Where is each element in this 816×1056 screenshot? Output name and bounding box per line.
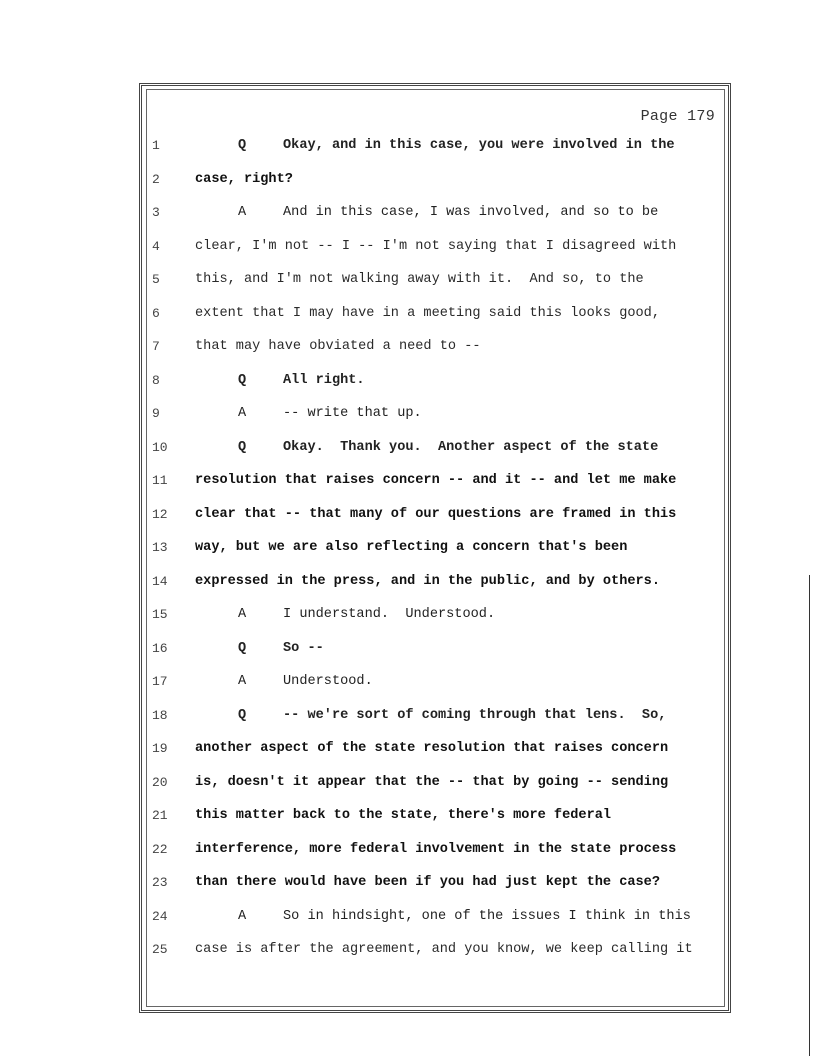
line-text: Okay. Thank you. Another aspect of the state bbox=[283, 439, 659, 455]
transcript-line bbox=[0, 672, 816, 692]
transcript-line bbox=[0, 304, 816, 324]
line-text: So -- bbox=[283, 640, 324, 656]
speaker-label: A bbox=[238, 908, 247, 924]
line-text: clear that -- that many of our questions are framed in this bbox=[195, 506, 677, 522]
line-number: 8 bbox=[152, 372, 160, 388]
line-text: -- we're sort of coming through that lens. So, bbox=[283, 707, 667, 723]
speaker-label: Q bbox=[238, 138, 247, 153]
line-number: 10 bbox=[152, 439, 168, 455]
line-number: 5 bbox=[152, 272, 160, 287]
transcript-line bbox=[0, 270, 816, 290]
transcript-line bbox=[0, 940, 816, 960]
line-text: this, and I'm not walking away with it. And so, to the bbox=[195, 272, 644, 287]
line-number: 1 bbox=[152, 138, 160, 153]
line-text: another aspect of the state resolution that raises concern bbox=[195, 741, 669, 756]
line-number: 6 bbox=[152, 305, 160, 321]
line-text: All right. bbox=[283, 372, 365, 388]
line-number: 15 bbox=[152, 607, 168, 622]
line-text: -- write that up. bbox=[283, 406, 422, 421]
transcript-line bbox=[0, 873, 816, 893]
line-text: than there would have been if you had just kept the case? bbox=[195, 875, 660, 890]
transcript-line bbox=[0, 605, 816, 625]
transcript-line bbox=[0, 639, 816, 659]
line-text: Understood. bbox=[283, 674, 373, 689]
line-text: case, right? bbox=[195, 171, 293, 187]
line-number: 14 bbox=[152, 573, 168, 589]
line-text: this matter back to the state, there's more federal bbox=[195, 808, 612, 823]
line-text: extent that I may have in a meeting said this looks good, bbox=[195, 305, 660, 321]
transcript-line bbox=[0, 538, 816, 558]
line-number: 16 bbox=[152, 640, 168, 656]
line-number: 11 bbox=[152, 473, 168, 488]
transcript-line bbox=[0, 170, 816, 190]
line-text: case is after the agreement, and you know, we keep calling it bbox=[195, 942, 693, 957]
line-number: 3 bbox=[152, 205, 160, 220]
line-text: And in this case, I was involved, and so to be bbox=[283, 205, 659, 220]
line-number: 2 bbox=[152, 171, 160, 187]
line-number: 24 bbox=[152, 908, 168, 924]
line-number: 19 bbox=[152, 741, 168, 756]
line-number: 21 bbox=[152, 808, 168, 823]
transcript-line bbox=[0, 706, 816, 726]
transcript-line bbox=[0, 907, 816, 927]
transcript-line bbox=[0, 806, 816, 826]
page-number: Page 179 bbox=[640, 108, 715, 125]
speaker-label: Q bbox=[238, 372, 247, 388]
line-number: 7 bbox=[152, 339, 160, 354]
line-number: 4 bbox=[152, 238, 160, 254]
speaker-label: Q bbox=[238, 640, 247, 656]
transcript-line bbox=[0, 739, 816, 759]
speaker-label: Q bbox=[238, 439, 247, 455]
transcript-line bbox=[0, 404, 816, 424]
speaker-label: A bbox=[238, 674, 247, 689]
line-number: 18 bbox=[152, 707, 168, 723]
line-number: 13 bbox=[152, 540, 168, 555]
line-text: is, doesn't it appear that the -- that by going -- sending bbox=[195, 774, 669, 790]
transcript-line bbox=[0, 505, 816, 525]
transcript-line bbox=[0, 136, 816, 156]
line-text: Okay, and in this case, you were involved in the bbox=[283, 138, 675, 153]
speaker-label: Q bbox=[238, 707, 247, 723]
speaker-label: A bbox=[238, 406, 247, 421]
line-text: resolution that raises concern -- and it -- and let me make bbox=[195, 473, 677, 488]
transcript-line bbox=[0, 337, 816, 357]
line-text: that may have obviated a need to -- bbox=[195, 339, 481, 354]
transcript-line bbox=[0, 371, 816, 391]
transcript-line bbox=[0, 438, 816, 458]
line-number: 9 bbox=[152, 406, 160, 421]
line-number: 20 bbox=[152, 774, 168, 790]
line-text: way, but we are also reflecting a concern that's been bbox=[195, 540, 628, 555]
transcript-line bbox=[0, 471, 816, 491]
transcript-line bbox=[0, 203, 816, 223]
line-number: 17 bbox=[152, 674, 168, 689]
line-text: I understand. Understood. bbox=[283, 607, 496, 622]
transcript-line bbox=[0, 773, 816, 793]
speaker-label: A bbox=[238, 607, 247, 622]
line-text: expressed in the press, and in the public, and by others. bbox=[195, 573, 660, 589]
line-number: 12 bbox=[152, 506, 168, 522]
line-text: interference, more federal involvement in the state process bbox=[195, 841, 677, 857]
transcript-line bbox=[0, 237, 816, 257]
line-number: 25 bbox=[152, 942, 168, 957]
line-text: clear, I'm not -- I -- I'm not saying that I disagreed with bbox=[195, 238, 677, 254]
line-text: So in hindsight, one of the issues I think in this bbox=[283, 908, 691, 924]
transcript-line bbox=[0, 840, 816, 860]
line-number: 23 bbox=[152, 875, 168, 890]
line-number: 22 bbox=[152, 841, 168, 857]
transcript-line bbox=[0, 572, 816, 592]
speaker-label: A bbox=[238, 205, 247, 220]
